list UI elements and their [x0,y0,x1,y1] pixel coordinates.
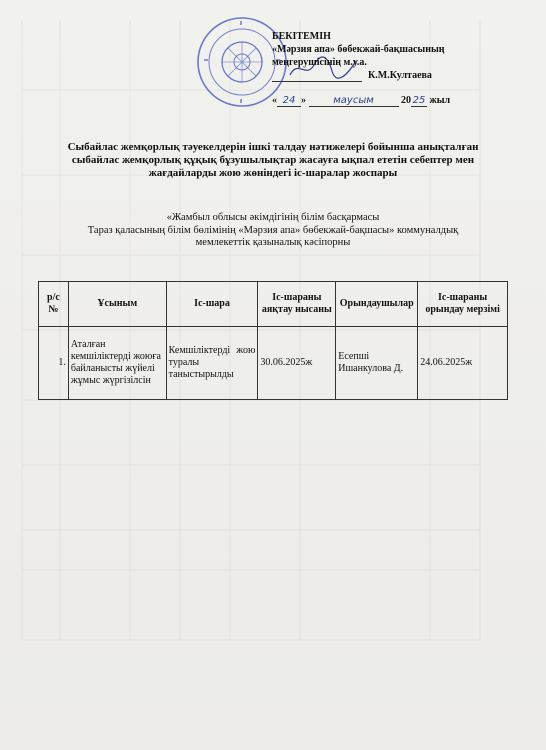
date-month: маусым [309,95,399,107]
row-action: Кемшіліктерді жою туралы таныстырылды [166,327,258,400]
header-deadline: Іс-шараны орындау мерзімі [418,282,508,327]
date-word: жыл [429,95,451,106]
organization-line-3: мемлекеттік қазыналық кәсіпорны [195,237,351,248]
approval-signer: К.М.Култаева [368,70,432,81]
approval-block [272,30,445,82]
header-action: Іс-шара [166,282,258,327]
signature-line [272,71,362,82]
date-year-suffix: 25 [412,95,426,106]
header-executors: Орындаушылар [336,282,418,327]
header-completion-form: Іс-шараны аяқтау нысаны [258,282,336,327]
document-title: Сыбайлас жемқорлық тәуекелдерін ішкі талдау нәтижелері бойынша анықталған сыбайлас жемқорлық құқық бұзушылықтар жасауға ықпал ететін себептер мен жағдайларды жою жөніндегі іс-шаралар жоспары [67,141,479,179]
organization-line-2: Тараз қаласының білім бөлімінің «Мәрзия апа» бөбекжай-бақшасы» коммуналдық [87,224,459,236]
header-recommendation: Ұсыным [68,282,166,327]
row-completion: 30.06.2025ж [258,327,336,400]
organization-name [40,212,506,250]
approval-line-1: «Мәрзия апа» бөбекжай-бақшасының [272,44,445,55]
row-deadline: 24.06.2025ж [418,327,508,400]
row-executors: Есепші Ишанкулова Д. [336,327,418,400]
date-day: 24 [277,95,301,107]
table-row [39,327,508,400]
organization-line-1: «Жамбыл облысы әкімдігінің білім басқармасы [166,212,380,223]
row-recommendation: Аталған кемшіліктерді жоюға байланысты жүйелі жұмыс жүргізілсін [68,327,166,400]
approval-line-2: меңгерушісінің м.у.а. [272,57,367,68]
approval-heading: БЕКІТЕМІН [272,31,331,42]
date-year-prefix: 20 [401,95,411,106]
header-number: р/с № [39,282,69,327]
approval-date: « 24 » маусым 20 25 жыл [272,95,451,106]
table-header-row [39,282,508,327]
action-plan-table [38,281,508,400]
row-number: 1. [39,327,69,400]
